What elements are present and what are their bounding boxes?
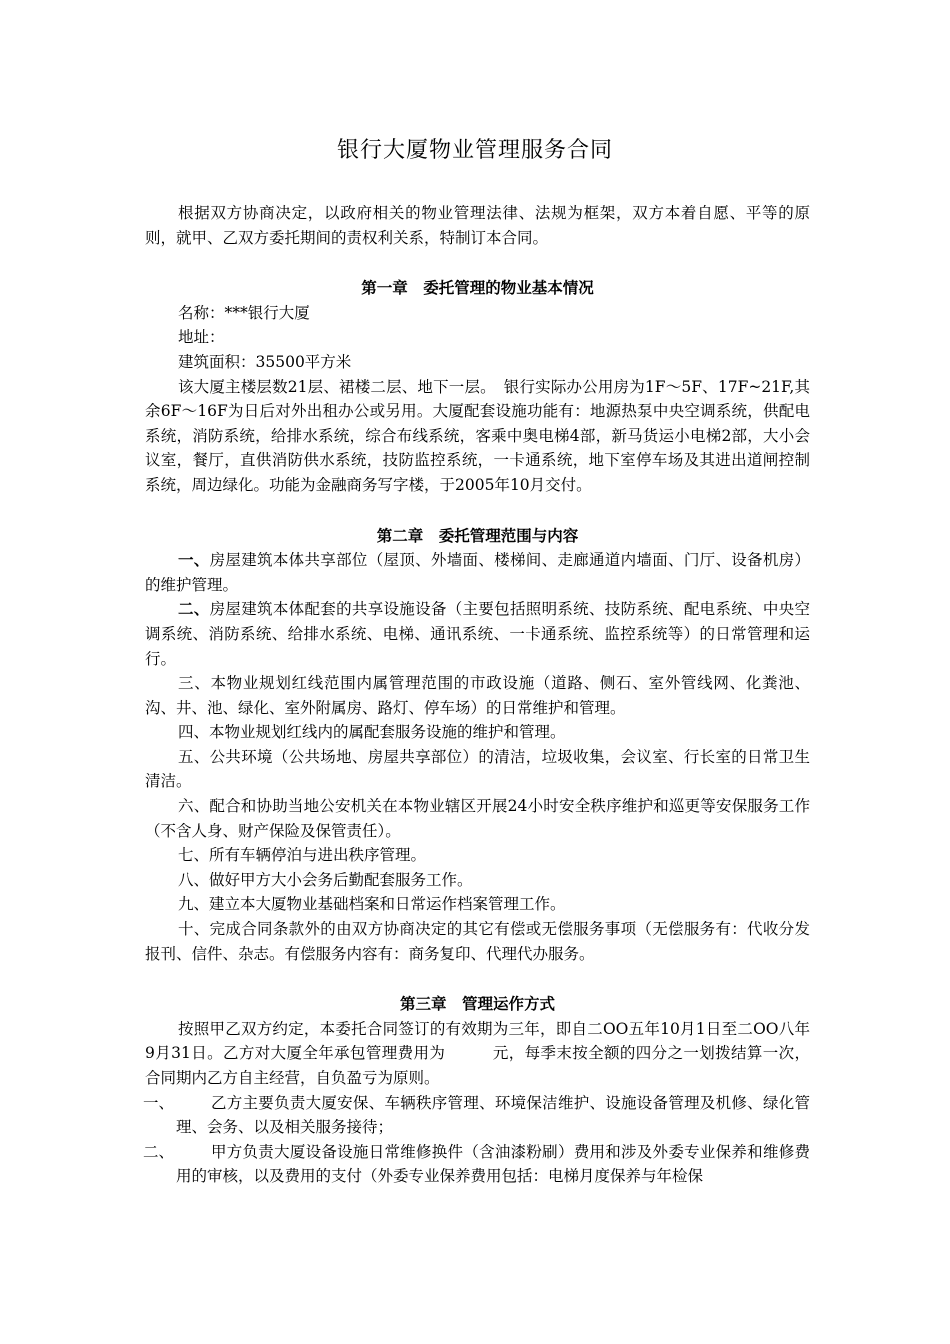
list-item xyxy=(143,1091,810,1140)
item-number: 九、 xyxy=(178,895,210,914)
list-item xyxy=(145,917,810,966)
chapter3-list xyxy=(143,1091,810,1189)
list-item xyxy=(145,843,810,868)
item-number: 一、 xyxy=(178,550,210,570)
item-number: 二、 xyxy=(143,1142,175,1161)
chapter1-description: 该大厦主楼层数21层、裙楼二层、地下一层。 银行实际办公用房为1F～5F、17F~21F,其余6F～16F为日后对外出租办公或另用。大厦配套设施功能有：地源热泵中央空调系统，供配电系统，消防系统，给排水系统，综合布线系统，客乘中奥电梯4部，新马货运小电梯2部，大小会议室，餐厅，直供消防供水系统，技防监控系统，一卡通系统，地下室停车场及其进出道闸控制系统，周边绿化。功能为金融商务写字楼，于2005年10月交付。 xyxy=(145,377,810,494)
spacer xyxy=(145,966,810,992)
chapter2-heading: 第二章 委托管理范围与内容 xyxy=(376,525,579,545)
item-text: 房屋建筑本体共享部位（屋顶、外墙面、楼梯间、走廊通道内墙面、门厅、设备机房）的维护管理。 xyxy=(145,551,810,594)
spacer xyxy=(145,250,810,276)
chapter2-list xyxy=(145,548,810,966)
item-number: 十、 xyxy=(178,920,210,939)
chapter1-heading: 第一章 委托管理的物业基本情况 xyxy=(361,278,594,298)
list-item xyxy=(145,597,810,671)
list-item xyxy=(145,548,810,597)
list-item xyxy=(145,794,810,843)
intro-paragraph: 根据双方协商决定，以政府相关的物业管理法律、法规为框架，双方本着自愿、平等的原则，就甲、乙双方委托期间的责权利关系，特制订本合同。 xyxy=(145,204,810,247)
item-text: 做好甲方大小会务后勤配套服务工作。 xyxy=(209,870,473,889)
document-title: 银行大厦物业管理服务合同 xyxy=(336,138,613,163)
item-text: 本物业规划红线范围内属管理范围的市政设施（道路、侧石、室外管线网、化粪池、沟、井、池、绿化、室外附属房、路灯、停车场）的日常维护和管理。 xyxy=(145,674,810,717)
item-number: 八、 xyxy=(178,870,210,889)
chapter3-heading: 第三章 管理运作方式 xyxy=(399,994,555,1014)
item-text: 公共环境（公共场地、房屋共享部位）的清洁，垃圾收集，会议室、行长室的日常卫生清洁。 xyxy=(145,747,810,791)
chapter3-paragraph: 按照甲乙双方约定，本委托合同签订的有效期为三年，即自二OO五年10月1日至二OO八年9月31日。乙方对大厦全年承包管理费用为 元，每季末按全额的四分之一划拨结算一次，合同期内乙方自主经营，自负盈亏为原则。 xyxy=(145,1019,810,1087)
item-number: 四、 xyxy=(178,723,210,742)
item-number: 一、 xyxy=(143,1093,175,1112)
item-text: 配合和协助当地公安机关在本物业辖区开展24小时安全秩序维护和巡更等安保服务工作（不含人身、财产保险及保管责任）。 xyxy=(145,797,810,840)
contract-body xyxy=(145,201,810,1189)
chapter1-address: 地址： xyxy=(178,328,225,347)
item-text: 乙方主要负责大厦安保、车辆秩序管理、环境保洁维护、设施设备管理及机修、绿化管理、会务、以及相关服务接待； xyxy=(176,1093,810,1137)
spacer xyxy=(145,498,810,524)
item-number: 五、 xyxy=(178,747,210,766)
list-item xyxy=(145,868,810,893)
list-item xyxy=(143,1140,810,1189)
item-text: 完成合同条款外的由双方协商决定的其它有偿或无偿服务事项（无偿服务有：代收分发报刊、信件、杂志。有偿服务内容有：商务复印、代理代办服务。 xyxy=(145,920,810,963)
list-item xyxy=(145,745,810,794)
list-item xyxy=(145,671,810,720)
chapter1-area: 建筑面积：35500平方米 xyxy=(178,352,352,371)
item-text: 甲方负责大厦设备设施日常维修换件（含油漆粉刷）费用和涉及外委专业保养和维修费用的审核，以及费用的支付（外委专业保养费用包括：电梯月度保养与年检保 xyxy=(176,1142,810,1186)
item-number: 七、 xyxy=(178,846,210,865)
item-text: 所有车辆停泊与进出秩序管理。 xyxy=(209,846,427,865)
list-item xyxy=(145,892,810,917)
chapter1-name: 名称：***银行大厦 xyxy=(178,303,310,322)
item-text: 本物业规划红线内的属配套服务设施的维护和管理。 xyxy=(209,723,566,742)
item-text: 建立本大厦物业基础档案和日常运作档案管理工作。 xyxy=(209,895,566,914)
item-text: 房屋建筑本体配套的共享设施设备（主要包括照明系统、技防系统、配电系统、中央空调系统、消防系统、给排水系统、电梯、通讯系统、一卡通系统、监控系统等）的日常管理和运行。 xyxy=(145,600,810,668)
item-number: 六、 xyxy=(178,797,210,816)
item-number: 二、 xyxy=(178,599,210,619)
list-item xyxy=(145,720,810,745)
item-number: 三、 xyxy=(178,674,211,693)
